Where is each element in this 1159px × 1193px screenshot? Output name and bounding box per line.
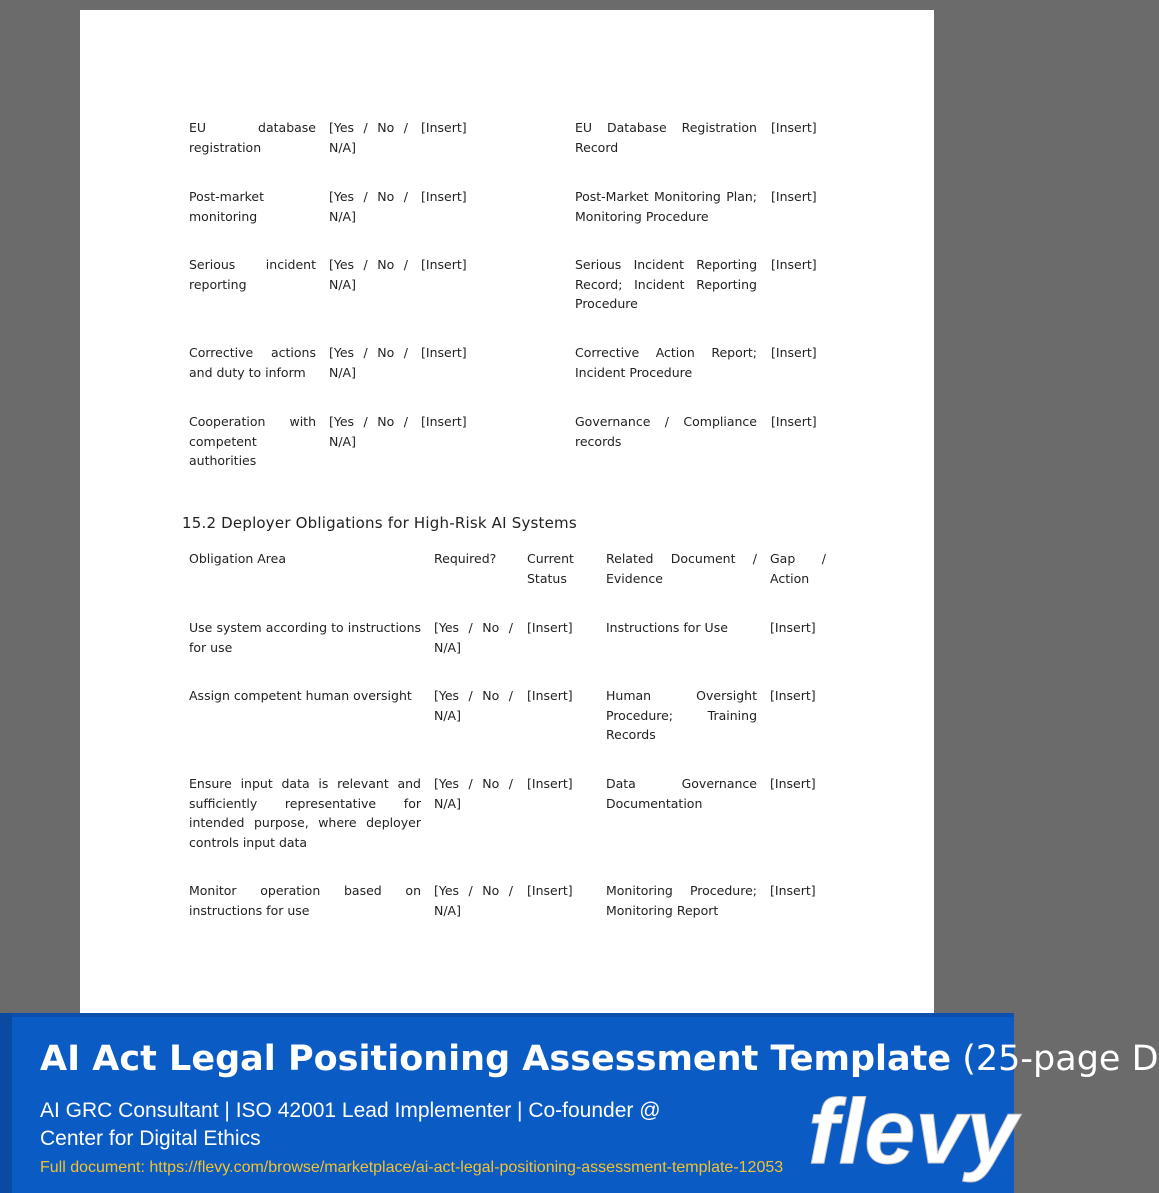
banner-title-bold: AI Act Legal Positioning Assessment Template — [40, 1039, 952, 1079]
banner-url-link[interactable]: Full document: https://flevy.com/browse/marketplace/ai-act-legal-positioning-assessment-template-12053 — [40, 1159, 784, 1176]
table-cell-status: [Insert] — [527, 620, 573, 635]
table-cell-area: Monitor operation based on instructions for use — [189, 883, 421, 918]
table-cell-area: Cooperation with competent authorities — [189, 414, 316, 468]
table-cell-area: Serious incident reporting — [189, 257, 316, 292]
table-header-area: Obligation Area — [189, 551, 286, 566]
table-cell-evidence: Monitoring Procedure; Monitoring Report — [606, 883, 757, 918]
table-cell-evidence: Post-Market Monitoring Plan; Monitoring Procedure — [575, 189, 757, 224]
banner-left-strip — [0, 1013, 12, 1193]
table-cell-evidence: Instructions for Use — [606, 620, 728, 635]
table-cell-area: Post-market monitoring — [189, 189, 265, 224]
table-cell-required: [Yes / No / N/A] — [329, 120, 408, 155]
table-cell-required: [Yes / No / N/A] — [329, 414, 408, 449]
table-cell-status: [Insert] — [421, 414, 467, 429]
document-page — [80, 10, 934, 1013]
table-cell-area: Ensure input data is relevant and sufficiently representative for intended purpose, where deployer controls input data — [189, 776, 421, 850]
banner-top-strip — [0, 1013, 1014, 1017]
table-cell-gap: [Insert] — [770, 883, 816, 898]
table-header-status: Current Status — [527, 551, 574, 586]
table-cell-status: [Insert] — [527, 688, 573, 703]
table-cell-gap: [Insert] — [770, 688, 816, 703]
table-cell-gap: [Insert] — [771, 345, 817, 360]
table-header-required: Required? — [434, 551, 497, 566]
table-header-evidence: Related Document / Evidence — [606, 551, 757, 586]
table-cell-required: [Yes / No / N/A] — [434, 883, 513, 918]
table-cell-status: [Insert] — [421, 120, 467, 135]
promo-banner — [0, 1013, 1159, 1193]
table-cell-gap: [Insert] — [770, 620, 816, 635]
flevy-logo — [806, 1081, 1018, 1183]
table-cell-required: [Yes / No / N/A] — [434, 620, 513, 655]
table-cell-gap: [Insert] — [771, 414, 817, 429]
table-cell-evidence: Serious Incident Reporting Record; Incident Reporting Procedure — [575, 257, 757, 311]
table-cell-gap: [Insert] — [771, 189, 817, 204]
table-cell-required: [Yes / No / N/A] — [329, 257, 408, 292]
table-cell-gap: [Insert] — [771, 257, 817, 272]
table-cell-required: [Yes / No / N/A] — [434, 688, 513, 723]
table-cell-status: [Insert] — [527, 883, 573, 898]
logo-text: flevy — [808, 1081, 1018, 1183]
table-header-gap: Gap / Action — [770, 551, 826, 586]
table-cell-required: [Yes / No / N/A] — [434, 776, 513, 811]
table-cell-required: [Yes / No / N/A] — [329, 189, 408, 224]
table-cell-evidence: Corrective Action Report; Incident Procedure — [575, 345, 757, 380]
banner-author: AI GRC Consultant | ISO 42001 Lead Implementer | Co-founder @ Center for Digital Ethics — [40, 1099, 661, 1150]
table-cell-gap: [Insert] — [770, 776, 816, 791]
table-cell-status: [Insert] — [527, 776, 573, 791]
table-cell-area: Use system according to instructions for use — [189, 620, 421, 655]
banner-title — [40, 1039, 1159, 1079]
table-cell-required: [Yes / No / N/A] — [329, 345, 408, 380]
table-cell-status: [Insert] — [421, 189, 467, 204]
table-cell-area: Assign competent human oversight — [189, 688, 412, 703]
table-cell-evidence: Human Oversight Procedure; Training Records — [606, 688, 757, 742]
table-cell-area: EU database registration — [189, 120, 316, 155]
section-heading: 15.2 Deployer Obligations for High-Risk AI Systems — [182, 514, 577, 532]
table-cell-status: [Insert] — [421, 257, 467, 272]
table-cell-gap: [Insert] — [771, 120, 817, 135]
table-cell-evidence: Data Governance Documentation — [606, 776, 757, 811]
table-cell-status: [Insert] — [421, 345, 467, 360]
table-cell-area: Corrective actions and duty to inform — [189, 345, 316, 380]
table-cell-evidence: Governance / Compliance records — [575, 414, 757, 449]
table-cell-evidence: EU Database Registration Record — [575, 120, 757, 155]
banner-title-light: (25-page D — [951, 1039, 1159, 1079]
